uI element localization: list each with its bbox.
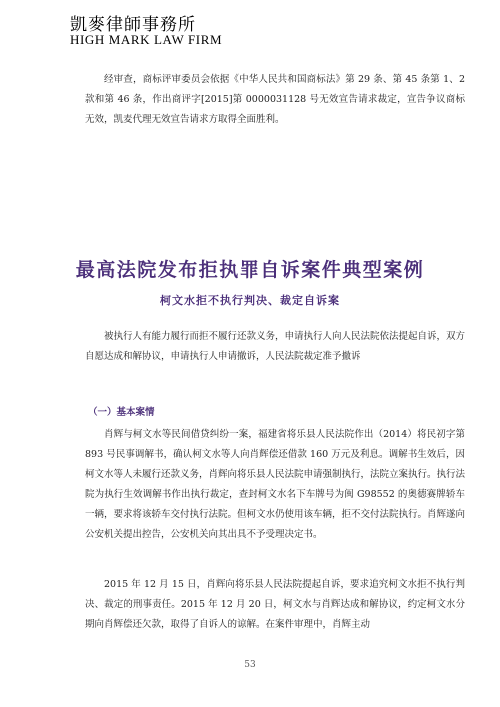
body-paragraph-2: 2015 年 12 月 15 日，肖辉向将乐县人民法院提起自诉，要求追究柯文水拒不执行判决、裁定的刑事责任。2015 年 12 月 20 日，柯文水与肖辉达成和解协议，约定柯文水分期向肖辉偿还欠款，取得了自诉人的谅解。在案件审理中，肖辉主动 (85, 579, 465, 630)
logo-english-text: HIGH MARK LAW FIRM (70, 32, 223, 47)
intro-paragraph: 经审查，商标评审委员会依据《中华人民共和国商标法》第 29 条、第 45 条第 1、2 款和第 46 条，作出商评字[2015]第 0000031128 号无效宣告请求裁定，宣告争议商标无效，凯麦代理无效宣告请求方取得全面胜利。 (85, 74, 465, 125)
article-title: 最高法院发布拒执罪自诉案件典型案例 (75, 259, 425, 281)
summary-paragraph: 被执行人有能力履行而拒不履行还款义务，申请执行人向人民法院依法提起自诉，双方自愿达成和解协议，申请执行人申请撤诉，人民法院裁定准予撤诉 (85, 331, 466, 362)
article-subtitle: 柯文水拒不执行判决、裁定自诉案 (160, 294, 340, 307)
section-heading: （一）基本案情 (88, 407, 155, 418)
logo-chinese-text: 凱麥律師事務所 (70, 15, 196, 35)
law-firm-logo (70, 10, 310, 50)
body-paragraph-1: 肖辉与柯文水等民间借贷纠纷一案，福建省将乐县人民法院作出（2014）将民初字第 893 号民事调解书，确认柯文水等人向肖辉偿还借款 160 万元及利息。调解书生效后，因柯文水等人未履行还款义务，肖辉向将乐县人民法院申请强制执行，法院立案执行。执行法院为执行生效调解书作出执行裁定，查封柯文水名下车牌号为闽 G98552 的奥德赛牌轿车一辆，要求将该轿车交付执行法院。但柯文水仍使用该车辆，拒不交付法院执行。肖辉遂向公安机关提出控告，公安机关向其出具不予受理决定书。 (85, 429, 466, 540)
page-number: 53 (244, 660, 256, 670)
